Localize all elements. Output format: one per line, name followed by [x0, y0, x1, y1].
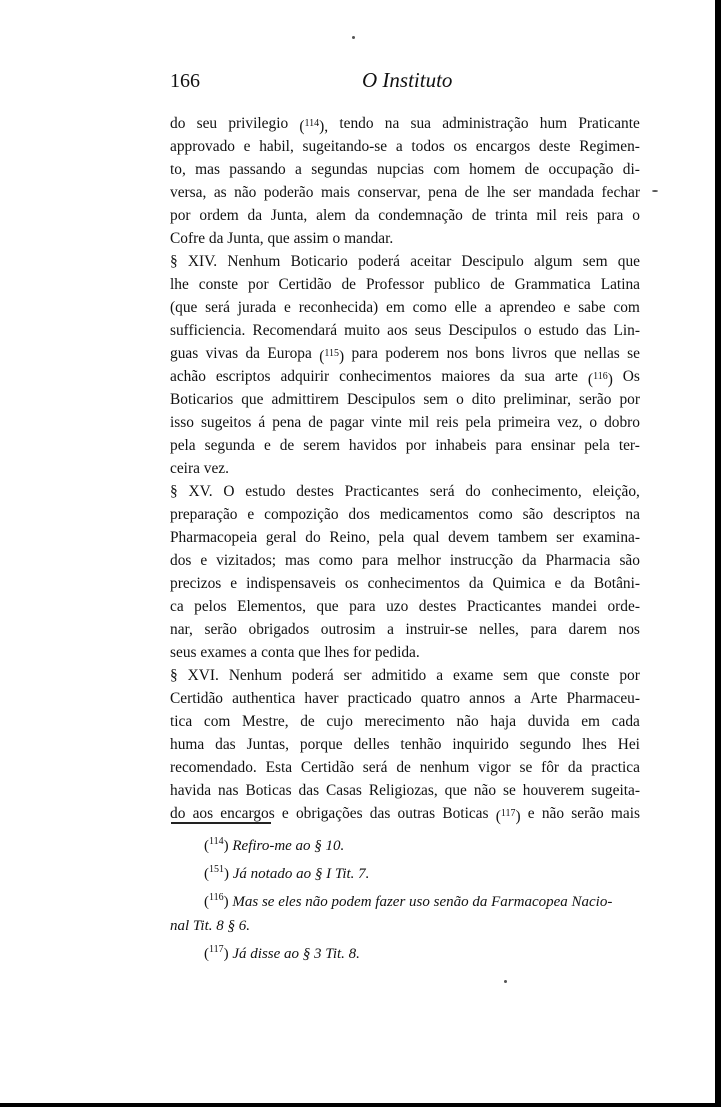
footnote-continuation: nal Tit. 8 § 6.: [170, 918, 251, 934]
footnote: [170, 886, 640, 914]
text-line: (que será jurada e reconhecida) em como elle a aprendeo e sabe com: [170, 299, 640, 316]
text-line: do aos encargos e obrigações das outras Boticas ($^{117}$) e não serão mais: [170, 805, 640, 825]
text-line: dos e vizitados; mas como para melhor instrucção da Pharmacia são: [170, 552, 640, 569]
footnote-text: Já notado ao § I Tit. 7.: [232, 866, 370, 882]
footnote-text: Já disse ao § 3 Tit. 8.: [232, 946, 360, 962]
text-line: approvado e habil, sugeitando-se a todos os encargos deste Regimen-: [170, 138, 640, 155]
footnote-ref: 116: [593, 371, 608, 382]
scan-border-right: [715, 0, 721, 1107]
text-line: ca pelos Elementos, que para uzo destes Practicantes mandei orde-: [170, 598, 640, 615]
text-line: Cofre da Junta, que assim o mandar.: [170, 230, 394, 247]
text-line: achão escriptos adquirir conhecimentos maiores da sua arte ($^{116}$) Os: [170, 368, 640, 388]
text-line: lhe conste por Certidão de Professor publico de Grammatica Latina: [170, 276, 640, 293]
footnote: [170, 938, 640, 966]
text-line: guas vivas da Europa ($^{115}$) para poderem nos bons livros que nellas se: [170, 345, 640, 365]
footnote-rule: [171, 822, 271, 824]
footnotes: [170, 830, 640, 966]
body-text: [170, 112, 640, 825]
text-line: sufficiencia. Recomendará muito aos seus Descipulos o estudo das Lin-: [170, 322, 640, 339]
text-line: pela segunda e de serem havidos por inhabeis para ensinar pela ter-: [170, 437, 640, 454]
footnote-text: Mas se eles não podem fazer uso senão da Farmacopea Nacio-: [232, 894, 613, 910]
footnote-ref: 114: [304, 118, 320, 129]
text-line: isso sugeitos á pena de pagar vinte mil reis pela primeira vez, o dobro: [170, 414, 640, 431]
scan-speck: [504, 980, 507, 983]
text-line: Boticarios que admittirem Descipulos sem o dito preliminar, serão por: [170, 391, 640, 408]
page-number: 166: [170, 70, 200, 92]
text-line: por ordem da Junta, alem da condemnação de trinta mil reis para o: [170, 207, 640, 224]
text-line: precizos e indispensaveis os conhecimentos da Quimica e da Botâni-: [170, 575, 640, 592]
text-line: seus exames a conta que lhes for pedida.: [170, 644, 420, 661]
text-line: do seu privilegio ($^{114}$), tendo na sua administração hum Praticante: [170, 115, 640, 135]
footnote-text: Refiro-me ao § 10.: [232, 838, 345, 854]
footnote-number: ($^{114}$): [204, 836, 233, 854]
footnote-number: ($^{116}$): [204, 892, 233, 910]
text-line: ceira vez.: [170, 460, 229, 477]
text-line: Pharmacopeia geral do Reino, pela qual devem tambem ser examina-: [170, 529, 640, 546]
text-line: recomendado. Esta Certidão será de nenhum vigor se fôr da practica: [170, 759, 640, 776]
footnote: [170, 858, 640, 886]
footnote-number: ($^{151}$): [204, 864, 233, 882]
text-line: havida nas Boticas das Casas Religiozas, que não se houverem sugeita-: [170, 782, 640, 799]
scan-speck: [352, 36, 355, 39]
footnote-number: ($^{117}$): [204, 944, 233, 962]
scan-speck: [652, 190, 658, 192]
text-line: tica com Mestre, de cujo merecimento não haja duvida em cada: [170, 713, 640, 730]
text-line: huma das Juntas, porque delles tenhão inquirido segundo lhes Hei: [170, 736, 640, 753]
text-line: Certidão authentica haver practicado quatro annos a Arte Pharmaceu-: [170, 690, 640, 707]
text-line: preparação e compozição dos medicamentos como são descriptos na: [170, 506, 640, 523]
running-title: O Instituto: [362, 68, 453, 92]
footnote-ref: 115: [324, 348, 339, 359]
text-line: to, mas passando a segundas nupcias com homem de occupação di-: [170, 161, 640, 178]
text-line: § XV. O estudo destes Practicantes será do conhecimento, eleição,: [170, 483, 640, 500]
text-line: § XVI. Nenhum poderá ser admitido a exame sem que conste por: [170, 667, 640, 684]
footnote: [170, 830, 640, 858]
text-line: nar, serão obrigados outrosim a instruir-se nelles, para darem nos: [170, 621, 640, 638]
text-line: § XIV. Nenhum Boticario poderá aceitar Descipulo algum sem que: [170, 253, 640, 270]
footnote-ref: 117: [500, 808, 516, 819]
text-line: versa, as não poderão mais conservar, pena de lhe ser mandada fechar: [170, 184, 640, 201]
scan-border-bottom: [0, 1103, 721, 1107]
